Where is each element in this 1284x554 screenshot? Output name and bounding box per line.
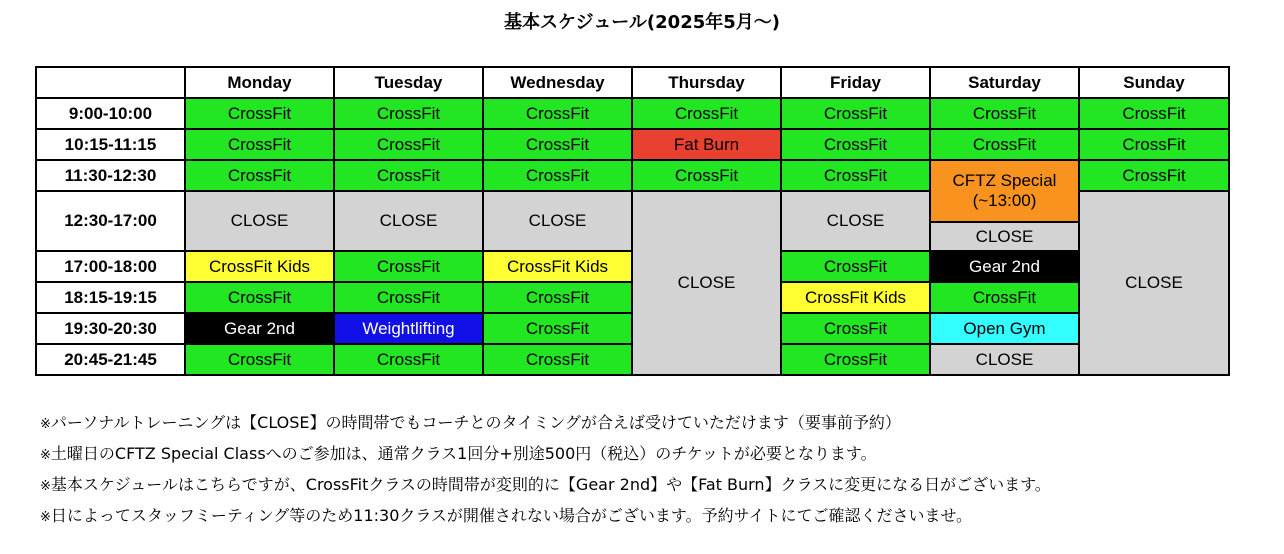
class-cell: CrossFit — [930, 282, 1079, 313]
class-cell: CrossFit — [483, 129, 632, 160]
time-slot: 11:30-12:30 — [36, 160, 185, 191]
class-cell: CrossFit — [632, 98, 781, 129]
note-line — [40, 412, 1270, 443]
time-slot: 17:00-18:00 — [36, 251, 185, 282]
class-cell: CrossFit — [930, 129, 1079, 160]
class-cell: CrossFit — [334, 282, 483, 313]
note-line — [40, 505, 1270, 536]
day-header-thursday: Thursday — [632, 67, 781, 98]
class-cell: CrossFit — [483, 313, 632, 344]
close-cell: CLOSE — [185, 191, 334, 251]
class-cell: CrossFit — [334, 160, 483, 191]
class-cell: CrossFit — [334, 344, 483, 375]
day-header-friday: Friday — [781, 67, 930, 98]
cftz-special-label: CFTZ Special — [952, 171, 1057, 191]
header-row — [36, 67, 1229, 98]
time-slot: 18:15-19:15 — [36, 282, 185, 313]
class-cell: CrossFit — [1079, 129, 1229, 160]
class-cell: CrossFit — [781, 160, 930, 191]
day-header-sunday: Sunday — [1079, 67, 1229, 98]
class-cell-gear-2nd: Gear 2nd — [930, 251, 1079, 282]
note-line — [40, 443, 1270, 474]
close-cell: CLOSE — [334, 191, 483, 251]
saturday-close-cell: CLOSE — [930, 222, 1079, 251]
class-cell: CrossFit — [334, 98, 483, 129]
class-cell-kids: CrossFit Kids — [483, 251, 632, 282]
note-mark: ※ — [40, 417, 51, 432]
class-cell-cftz-special — [930, 160, 1079, 222]
notes-section — [40, 412, 1270, 536]
class-cell: CrossFit — [483, 98, 632, 129]
class-cell: CrossFit — [334, 251, 483, 282]
class-cell-fat-burn: Fat Burn — [632, 129, 781, 160]
time-slot: 20:45-21:45 — [36, 344, 185, 375]
class-cell: CrossFit — [930, 98, 1079, 129]
class-cell: CrossFit — [1079, 160, 1229, 191]
table-row — [36, 129, 1229, 160]
note-mark: ※ — [40, 510, 51, 525]
class-cell-weightlifting: Weightlifting — [334, 313, 483, 344]
class-cell: CrossFit — [185, 282, 334, 313]
note-text: 土曜日のCFTZ Special Classへのご参加は、通常クラス1回分+別途500円（税込）のチケットが必要となります。 — [50, 444, 877, 463]
page-title: 基本スケジュール(2025年5月〜) — [504, 12, 780, 33]
time-slot: 9:00-10:00 — [36, 98, 185, 129]
cftz-special-time: (~13:00) — [972, 191, 1037, 210]
day-header-monday: Monday — [185, 67, 334, 98]
time-slot: 10:15-11:15 — [36, 129, 185, 160]
close-cell: CLOSE — [930, 344, 1079, 375]
table-row — [36, 160, 1229, 191]
class-cell: CrossFit — [483, 160, 632, 191]
schedule-table — [35, 66, 1230, 376]
note-mark: ※ — [40, 479, 51, 494]
note-text: 基本スケジュールはこちらですが、CrossFitクラスの時間帯が変則的に【Gear 2nd】や【Fat Burn】クラスに変更になる日がございます。 — [50, 475, 1051, 494]
class-cell-gear-2nd: Gear 2nd — [185, 313, 334, 344]
time-slot: 12:30-17:00 — [36, 191, 185, 251]
close-cell: CLOSE — [781, 191, 930, 251]
class-cell-kids: CrossFit Kids — [781, 282, 930, 313]
day-header-tuesday: Tuesday — [334, 67, 483, 98]
note-line — [40, 474, 1270, 505]
day-header-wednesday: Wednesday — [483, 67, 632, 98]
class-cell: CrossFit — [1079, 98, 1229, 129]
close-cell: CLOSE — [483, 191, 632, 251]
note-mark: ※ — [40, 448, 51, 463]
class-cell: CrossFit — [185, 344, 334, 375]
thursday-close-cell: CLOSE — [632, 191, 781, 375]
note-text: パーソナルトレーニングは【CLOSE】の時間帯でもコーチとのタイミングが合えば受けていただけます（要事前予約） — [50, 413, 901, 432]
class-cell: CrossFit — [632, 160, 781, 191]
class-cell: CrossFit — [781, 251, 930, 282]
table-row — [36, 98, 1229, 129]
note-text: 日によってスタッフミーティング等のため11:30クラスが開催されない場合がございます。予約サイトにてご確認くださいませ。 — [50, 506, 973, 525]
class-cell: CrossFit — [781, 344, 930, 375]
class-cell: CrossFit — [483, 344, 632, 375]
day-header-saturday: Saturday — [930, 67, 1079, 98]
class-cell: CrossFit — [781, 129, 930, 160]
class-cell: CrossFit — [185, 160, 334, 191]
class-cell-open-gym: Open Gym — [930, 313, 1079, 344]
corner-cell — [36, 67, 185, 98]
class-cell: CrossFit — [781, 313, 930, 344]
class-cell: CrossFit — [185, 129, 334, 160]
class-cell: CrossFit — [781, 98, 930, 129]
time-slot: 19:30-20:30 — [36, 313, 185, 344]
class-cell: CrossFit — [483, 282, 632, 313]
class-cell-kids: CrossFit Kids — [185, 251, 334, 282]
class-cell: CrossFit — [334, 129, 483, 160]
sunday-close-cell: CLOSE — [1079, 191, 1229, 375]
class-cell: CrossFit — [185, 98, 334, 129]
